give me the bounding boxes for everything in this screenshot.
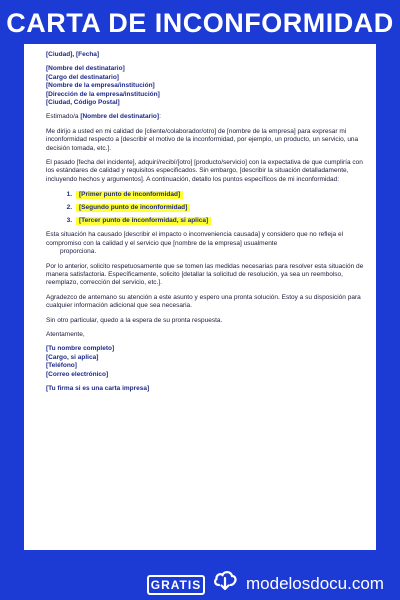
list-item: 2. [Segundo punto de inconformidad]	[46, 203, 364, 212]
list-item: 1. [Primer punto de inconformidad]	[46, 190, 364, 199]
letter-document	[24, 44, 376, 550]
highlighted-point: [Primer punto de inconformidad]	[76, 191, 183, 199]
cloud-download-icon[interactable]	[212, 566, 238, 592]
paragraph-closing-note: Sin otro particular, quedo a la espera de su pronta respuesta.	[46, 316, 223, 324]
recipient-line: [Dirección de la empresa/institución]	[46, 90, 160, 98]
signature-line: [Tu nombre completo]	[46, 345, 115, 353]
date-line: [Ciudad], [Fecha]	[46, 51, 100, 58]
list-item: 3. [Tercer punto de inconformidad, si aplica]	[46, 216, 364, 225]
signature-line: [Correo electrónico]	[46, 370, 109, 378]
signature-block	[46, 345, 364, 379]
points-list	[46, 190, 364, 225]
highlighted-point: [Segundo punto de inconformidad]	[76, 204, 190, 212]
recipient-line: [Ciudad, Código Postal]	[46, 99, 120, 107]
gratis-badge[interactable]: GRATIS	[147, 575, 205, 595]
recipient-line: [Nombre del destinatario]	[46, 65, 125, 73]
signature-line: [Cargo, si aplica]	[46, 353, 99, 361]
signature-note: [Tu firma si es una carta impresa]	[46, 384, 150, 392]
page-title: CARTA DE INCONFORMIDAD	[6, 7, 394, 38]
paragraph-impact: Esta situación ha causado [describir el impacto o inconveniencia causada] y considero que no refleja el compromiso con la calidad y el servicio que [nombre de la empresa] usualmente proporciona.	[46, 231, 344, 256]
recipient-line: [Cargo del destinatario]	[46, 73, 119, 81]
site-name[interactable]: modelosdocu.com	[246, 574, 384, 593]
highlighted-point: [Tercer punto de inconformidad, si aplica]	[76, 217, 211, 225]
signature-line: [Teléfono]	[46, 362, 77, 370]
paragraph-details: El pasado [fecha del incidente], adquirí/recibí/[otro] [producto/servicio] con la expectativa de que cumpliría con los estándares de calidad y requisitos especificados. Sin embargo, [describir la situación detalladamente, incluyendo hechos y argumentos]. A continuación, detallo los puntos específicos de mi inconformidad:	[46, 159, 363, 183]
paragraph-intro: Me dirijo a usted en mi calidad de [cliente/colaborador/otro] de [nombre de la empresa] para expresar mi inconformidad respecto a [describir el motivo de la inconformidad, por ejemplo, un producto, un servicio, una decisión tomada, etc.].	[46, 127, 359, 152]
recipient-block	[46, 65, 364, 107]
closing: Atentamente,	[46, 330, 85, 338]
salutation: Estimado/a [Nombre del destinatario]:	[46, 113, 161, 121]
recipient-line: [Nombre de la empresa/institución]	[46, 82, 155, 90]
paragraph-thanks: Agradezco de antemano su atención a este asunto y espero una pronta solución. Estoy a su disposición para cualquier información adicional que sea necesaria.	[46, 293, 361, 310]
paragraph-request: Por lo anterior, solicito respetuosamente que se tomen las medidas necesarias para resolver esta situación de manera satisfactoria. Específicamente, solicito [detallar la solicitud de resolución, ya sea un reembolso, reemplazo, corrección del servicio, etc.].	[46, 262, 364, 287]
